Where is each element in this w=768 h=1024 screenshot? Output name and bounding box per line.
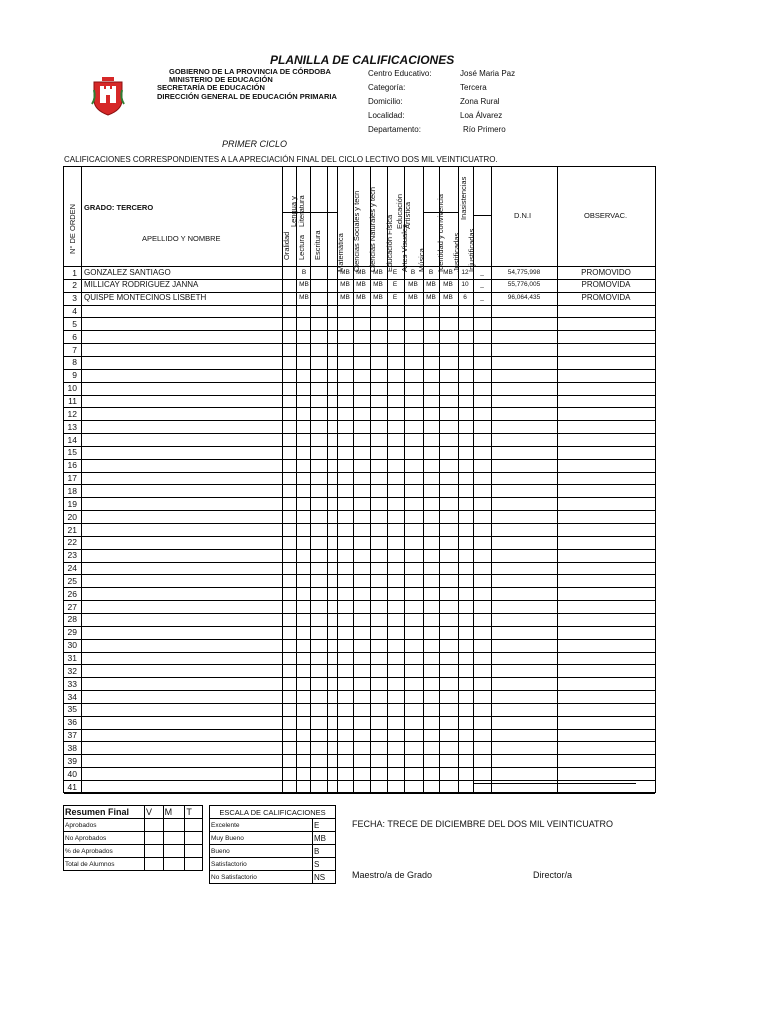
row-number: 29 [67, 627, 77, 638]
school-info [368, 67, 515, 137]
column-divider [458, 167, 459, 792]
row-divider [64, 549, 655, 550]
row-divider [64, 793, 655, 794]
grade-cell-ef: E [392, 281, 398, 289]
escala-code: NS [313, 871, 336, 884]
gov-line: MINISTERIO DE EDUCACIÓN [169, 75, 273, 85]
row-divider [64, 626, 655, 627]
column-divider [404, 167, 405, 792]
escala-code: S [313, 858, 336, 871]
column-divider [387, 167, 388, 792]
resumen-table [63, 805, 203, 871]
row-number: 6 [72, 331, 77, 342]
naturales-header: Ciencias Naturales y tecn [368, 186, 377, 272]
row-divider [64, 407, 655, 408]
row-number: 1 [72, 267, 77, 278]
injustificadas-header: Injustificadas [467, 228, 476, 272]
escala-label: Muy Bueno [210, 832, 313, 845]
row-divider [64, 356, 655, 357]
row-divider [64, 497, 655, 498]
row-number: 2 [72, 280, 77, 291]
info-label: Centro Educativo: [368, 69, 432, 78]
row-number: 32 [67, 665, 77, 676]
row-divider [64, 523, 655, 524]
row-divider [64, 330, 655, 331]
educacion-fisica-header: Educación Física [385, 214, 394, 272]
row-divider [64, 767, 655, 768]
row-divider [64, 446, 655, 447]
grade-cell-mat: MB [340, 294, 350, 302]
escala-code: E [313, 819, 336, 832]
grade-cell-mat: MB [340, 281, 350, 289]
grade-cell-dni: 54,775,998 [507, 268, 541, 276]
musica-header: Música [417, 248, 426, 272]
row-divider [64, 664, 655, 665]
row-divider [64, 741, 655, 742]
grade-cell-soc: MB [356, 268, 366, 276]
row-number: 18 [67, 485, 77, 496]
grade-cell-lengua: B [301, 268, 307, 276]
orden-header: N° DE ORDEN [68, 203, 77, 254]
inasistencias-header: Inasistencias [459, 176, 468, 220]
grades-table [63, 166, 656, 793]
row-number: 31 [67, 653, 77, 663]
escala-code: B [313, 845, 336, 858]
ciclo-label: PRIMER CICLO [222, 139, 288, 149]
observacion-cell: PROMOVIDA [581, 280, 631, 290]
government-header [157, 68, 337, 101]
grade-cell-lengua: MB [299, 281, 309, 289]
column-divider [370, 167, 371, 792]
grade-cell-mus: MB [426, 281, 436, 289]
row-divider [64, 690, 655, 691]
row-divider [64, 677, 655, 678]
row-divider [64, 600, 655, 601]
grade-cell-id: MB [443, 268, 453, 276]
resumen-row-label: % de Aprobados [64, 845, 145, 858]
row-number: 21 [67, 524, 77, 535]
column-divider [81, 167, 82, 792]
grade-cell-mus: B [428, 268, 434, 276]
row-divider [64, 459, 655, 460]
resumen-col-t: T [185, 806, 203, 819]
row-divider [64, 510, 655, 511]
row-number: 33 [67, 678, 77, 689]
row-number: 3 [72, 293, 77, 304]
column-divider [557, 167, 558, 792]
escala-label: No Satisfactorio [210, 871, 313, 884]
row-number: 9 [72, 370, 77, 381]
row-divider [64, 536, 655, 537]
row-number: 19 [67, 498, 77, 509]
row-divider [64, 433, 655, 434]
resumen-header: Resumen Final [64, 806, 145, 819]
grade-cell-just: 10 [461, 281, 469, 289]
row-number: 16 [67, 460, 77, 471]
calificaciones-line: CALIFICACIONES CORRESPONDIENTES A LA APRECIACIÓN FINAL DEL CICLO LECTIVO DOS MIL VEINTICUATRO. [64, 155, 498, 164]
info-label: Departamento: [368, 125, 421, 134]
maestro-signature-label: Maestro/a de Grado [352, 870, 433, 880]
cordoba-crest-icon [90, 76, 126, 116]
info-label: Domicilio: [368, 97, 403, 106]
column-divider [353, 167, 354, 792]
resumen-row-label: Aprobados [64, 819, 145, 832]
observaciones-header: OBSERVAC. [584, 211, 628, 220]
info-label: Categoría: [368, 83, 406, 92]
escala-label: Satisfactorio [210, 858, 313, 871]
row-divider [64, 716, 655, 717]
sociales-header: Ciencias Sociales y tecn [352, 190, 361, 272]
grade-cell-injust: _ [480, 268, 484, 276]
grade-cell-lengua: MB [299, 294, 309, 302]
gov-line: GOBIERNO DE LA PROVINCIA DE CÓRDOBA [169, 67, 331, 76]
grade-cell-av: MB [408, 294, 418, 302]
row-divider [64, 369, 655, 370]
row-divider [64, 420, 655, 421]
row-divider [64, 729, 655, 730]
grade-cell-soc: MB [356, 281, 366, 289]
gov-line: SECRETARÍA DE EDUCACIÓN [157, 83, 265, 93]
row-number: 14 [67, 434, 77, 445]
observacion-cell: PROMOVIDO [581, 267, 631, 277]
row-divider [64, 652, 655, 653]
row-number: 35 [67, 704, 77, 715]
grade-cell-ef: E [392, 294, 398, 302]
row-divider [64, 484, 655, 485]
dni-header: D.N.I [514, 211, 532, 220]
row-number: 40 [67, 768, 77, 779]
artes-visuales-header: Artes Visuales [400, 224, 409, 272]
grade-cell-dni: 96,064,435 [507, 294, 541, 302]
row-divider [64, 587, 655, 588]
row-divider [64, 317, 655, 318]
row-divider [64, 780, 655, 781]
escala-code: MB [313, 832, 336, 845]
grade-cell-av: MB [408, 281, 418, 289]
grade-cell-av: B [410, 268, 416, 276]
gov-line: DIRECCIÓN GENERAL DE EDUCACIÓN PRIMARIA [157, 91, 337, 101]
row-number: 20 [67, 511, 77, 522]
row-divider [64, 382, 655, 383]
row-number: 5 [72, 318, 77, 329]
justificadas-header: Justificadas [452, 232, 461, 272]
column-divider [296, 167, 297, 792]
observacion-cell: PROMOVIDA [581, 293, 631, 303]
row-number: 36 [67, 717, 77, 728]
grado-label: GRADO: TERCERO [84, 203, 154, 212]
grade-cell-just: 6 [463, 294, 467, 302]
oralidad-header: Oralidad [282, 231, 291, 260]
row-number: 38 [67, 742, 77, 753]
row-number: 22 [67, 537, 77, 548]
column-divider [337, 167, 338, 792]
row-number: 8 [72, 357, 77, 368]
resumen-col-v: V [145, 806, 164, 819]
grade-cell-injust: _ [480, 294, 484, 302]
resumen-row-label: No Aprobados [64, 832, 145, 845]
row-number: 13 [67, 421, 77, 432]
info-value: José Maria Paz [460, 69, 516, 78]
row-number: 23 [67, 550, 77, 561]
matematica-header: Matemática [336, 233, 345, 272]
grade-cell-soc: MB [356, 294, 366, 302]
row-number: 24 [67, 563, 77, 574]
row-divider [64, 562, 655, 563]
info-value: Loa Álvarez [460, 111, 503, 120]
column-divider [491, 167, 492, 792]
column-divider [310, 167, 311, 792]
identidad-header: Identidad y convivencia [436, 194, 445, 272]
header-divider [423, 212, 458, 213]
row-number: 28 [67, 614, 77, 625]
escala-label: Excelente [210, 819, 313, 832]
row-divider [64, 343, 655, 344]
row-number: 37 [67, 730, 77, 741]
row-divider [64, 305, 655, 306]
row-number: 26 [67, 588, 77, 599]
grade-cell-dni: 55,776,005 [507, 281, 541, 289]
column-divider [327, 167, 328, 792]
escala-header: ESCALA DE CALIFICACIONES [210, 806, 336, 819]
row-number: 30 [67, 640, 77, 651]
artistica-header: Educación Artística [395, 193, 412, 229]
row-number: 15 [67, 447, 77, 458]
escala-label: Bueno [210, 845, 313, 858]
lengua-header: Lengua y Literatura [289, 195, 306, 227]
student-name: MILLICAY RODRIGUEZ JANNA [84, 280, 199, 290]
row-divider [64, 574, 655, 575]
header-divider [282, 212, 337, 213]
row-divider [64, 613, 655, 614]
info-value: Río Primero [463, 125, 506, 134]
grade-cell-nat: MB [373, 281, 383, 289]
underline-mark [474, 783, 636, 784]
apellido-header: APELLIDO Y NOMBRE [142, 234, 221, 243]
resumen-row-label: Total de Alumnos [64, 858, 145, 871]
escritura-header: Escritura [313, 230, 322, 260]
grade-cell-nat: MB [373, 268, 383, 276]
row-number: 10 [67, 383, 77, 394]
row-number: 25 [67, 575, 77, 586]
page-title: PLANILLA DE CALIFICACIONES [270, 53, 455, 67]
row-divider [64, 703, 655, 704]
grade-cell-ef: E [392, 268, 398, 276]
resumen-col-m: M [163, 806, 185, 819]
grade-cell-mus: MB [426, 294, 436, 302]
row-number: 7 [72, 344, 77, 355]
column-divider [439, 167, 440, 792]
row-number: 27 [67, 601, 77, 612]
row-number: 34 [67, 691, 77, 702]
row-number: 39 [67, 755, 77, 766]
director-signature-label: Director/a [533, 870, 573, 880]
column-divider [282, 167, 283, 792]
info-label: Localidad: [368, 111, 405, 120]
row-number: 12 [67, 408, 77, 419]
escala-table [209, 805, 336, 884]
grade-cell-just: 12 [461, 268, 469, 276]
student-name: GONZALEZ SANTIAGO [84, 267, 171, 277]
row-number: 4 [72, 306, 77, 317]
row-divider [64, 639, 655, 640]
grade-cell-id: MB [443, 281, 453, 289]
row-divider [64, 754, 655, 755]
row-number: 17 [67, 473, 77, 484]
row-number: 11 [68, 396, 77, 406]
info-value: Tercera [460, 83, 487, 92]
header-divider [473, 215, 491, 216]
row-divider [64, 395, 655, 396]
column-divider [423, 167, 424, 792]
grade-cell-injust: _ [480, 281, 484, 289]
row-divider [64, 472, 655, 473]
column-divider [473, 167, 474, 792]
row-number: 41 [67, 781, 77, 792]
grade-cell-nat: MB [373, 294, 383, 302]
info-value: Zona Rural [460, 97, 500, 106]
grade-cell-id: MB [443, 294, 453, 302]
grade-cell-mat: MB [340, 268, 350, 276]
lectura-header: Lectura [297, 234, 306, 260]
student-name: QUISPE MONTECINOS LISBETH [84, 293, 207, 303]
fecha-line: FECHA: TRECE DE DICIEMBRE DEL DOS MIL VEINTICUATRO [352, 819, 614, 829]
